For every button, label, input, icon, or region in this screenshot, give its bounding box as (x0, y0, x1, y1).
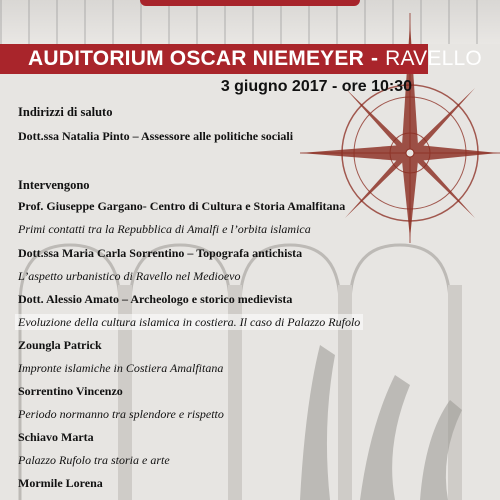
event-date: 3 giugno 2017 - ore 10:30 (220, 78, 412, 95)
program-speaker-6: Schiavo Marta (18, 430, 94, 444)
greetings-speaker: Dott.ssa Natalia Pinto – Assessore alle politiche sociali (18, 129, 294, 143)
program-talk-5: Periodo normanno tra splendore e rispetto (18, 407, 224, 421)
top-decorative-strip (140, 0, 360, 6)
program-talk-6: Palazzo Rufolo tra storia e arte (18, 453, 170, 467)
venue-city: RAVELLO (385, 47, 482, 70)
program-talk-4: Impronte islamiche in Costiera Amalfitana (18, 361, 224, 375)
venue-name: AUDITORIUM OSCAR NIEMEYER (28, 47, 364, 70)
program-talk-2: L’aspetto urbanistico di Ravello nel Medioevo (18, 269, 241, 283)
greetings-heading: Indirizzi di saluto (18, 105, 113, 119)
venue-banner (0, 44, 482, 74)
program-talk-3: Evoluzione della cultura islamica in costiera. Il caso di Palazzo Rufolo (15, 314, 363, 330)
program-speaker-7: Mormile Lorena (18, 476, 103, 490)
banner-separator: - (370, 47, 379, 70)
program-talk-1: Primi contatti tra la Repubblica di Amalfi e l’orbita islamica (18, 222, 311, 236)
program-speaker-2: Dott.ssa Maria Carla Sorrentino – Topografa antichista (18, 246, 303, 260)
program-heading: Intervengono (18, 178, 90, 192)
program-speaker-5: Sorrentino Vincenzo (18, 384, 123, 398)
program-speaker-1: Prof. Giuseppe Gargano- Centro di Cultura e Storia Amalfitana (18, 199, 346, 213)
program-speaker-4: Zoungla Patrick (18, 338, 102, 352)
program-speaker-3: Dott. Alessio Amato – Archeologo e storico medievista (18, 292, 293, 306)
